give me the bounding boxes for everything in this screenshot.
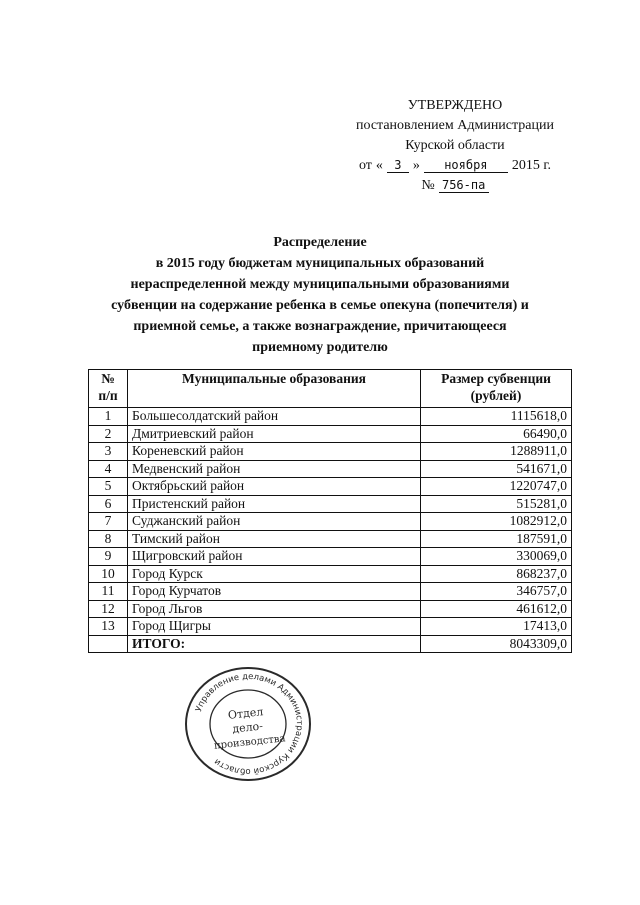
title-line: субвенции на содержание ребенка в семье опекуна (попечителя) и (111, 298, 529, 313)
table-row (89, 460, 572, 478)
row-value: 868237,0 (421, 565, 572, 583)
row-num: 4 (89, 460, 128, 478)
table-row (89, 478, 572, 496)
table-row (89, 600, 572, 618)
date-day: 3 (387, 158, 409, 173)
title-line: в 2015 году бюджетам муниципальных образований (155, 256, 485, 271)
approval-date-line (330, 156, 580, 176)
table-row (89, 618, 572, 636)
row-name: Пристенский район (128, 495, 421, 513)
stamp-center-line-2: дело- (231, 719, 264, 736)
approval-number-line (330, 176, 580, 196)
row-value: 346757,0 (421, 583, 572, 601)
row-name: Город Щигры (128, 618, 421, 636)
row-value: 66490,0 (421, 425, 572, 443)
row-value: 515281,0 (421, 495, 572, 513)
header-value-line1: Размер субвенции (441, 371, 551, 386)
table-header-row (89, 370, 572, 408)
document-title (60, 232, 580, 358)
quote-open: « (375, 158, 383, 173)
row-name: Город Льгов (128, 600, 421, 618)
row-name: Октябрьский район (128, 478, 421, 496)
row-num: 3 (89, 443, 128, 461)
total-label: ИТОГО: (128, 635, 421, 653)
row-num: 10 (89, 565, 128, 583)
header-value (421, 370, 572, 408)
row-name: Кореневский район (128, 443, 421, 461)
title-line: приемной семье, а также вознаграждение, причитающееся (133, 319, 507, 334)
row-value: 1082912,0 (421, 513, 572, 531)
table-row (89, 495, 572, 513)
header-name: Муниципальные образования (128, 370, 421, 408)
date-prefix: от (358, 158, 372, 173)
row-num: 7 (89, 513, 128, 531)
approval-block (330, 96, 580, 196)
row-name: Город Курчатов (128, 583, 421, 601)
stamp-ring-text: Управление делами Администрации Курской области (193, 671, 305, 777)
row-value: 1115618,0 (421, 408, 572, 426)
date-year: 2015 г. (511, 158, 552, 173)
number-sign: № (421, 178, 435, 193)
title-line: приемному родителю (252, 340, 388, 355)
row-name: Медвенский район (128, 460, 421, 478)
row-value: 330069,0 (421, 548, 572, 566)
table-row (89, 408, 572, 426)
header-value-line2: (рублей) (470, 388, 522, 403)
total-row (89, 635, 572, 653)
table-row (89, 513, 572, 531)
header-num (89, 370, 128, 408)
table-row (89, 548, 572, 566)
row-value: 1220747,0 (421, 478, 572, 496)
row-num: 5 (89, 478, 128, 496)
row-num: 2 (89, 425, 128, 443)
row-num: 11 (89, 583, 128, 601)
row-num: 12 (89, 600, 128, 618)
date-month: ноября (424, 158, 508, 173)
title-line: Распределение (273, 235, 367, 250)
row-name: Щигровский район (128, 548, 421, 566)
document-number: 756-па (439, 178, 489, 193)
row-num: 13 (89, 618, 128, 636)
table-row (89, 443, 572, 461)
row-name: Тимский район (128, 530, 421, 548)
row-value: 17413,0 (421, 618, 572, 636)
row-num: 1 (89, 408, 128, 426)
table-row (89, 425, 572, 443)
row-num: 8 (89, 530, 128, 548)
table-body (89, 408, 572, 636)
table-row (89, 583, 572, 601)
stamp-center-line-1: Отдел (227, 705, 264, 722)
total-value: 8043309,0 (421, 635, 572, 653)
distribution-table (88, 369, 572, 653)
row-name: Суджанский район (128, 513, 421, 531)
approval-heading: УТВЕРЖДЕНО (407, 98, 503, 113)
title-line: нераспределенной между муниципальными образованиями (130, 277, 510, 292)
row-name: Дмитриевский район (128, 425, 421, 443)
header-num-line1: № (101, 371, 115, 386)
row-num: 9 (89, 548, 128, 566)
office-stamp-seal (182, 665, 314, 783)
table-row (89, 530, 572, 548)
table-row (89, 565, 572, 583)
header-num-line2: п/п (98, 388, 118, 403)
approval-line-2: Курской области (405, 138, 505, 153)
stamp-center-line-3: производства (213, 733, 286, 752)
row-name: Большесолдатский район (128, 408, 421, 426)
row-num: 6 (89, 495, 128, 513)
approval-line-1: постановлением Администрации (356, 118, 554, 133)
row-value: 461612,0 (421, 600, 572, 618)
row-value: 1288911,0 (421, 443, 572, 461)
row-value: 187591,0 (421, 530, 572, 548)
row-value: 541671,0 (421, 460, 572, 478)
row-name: Город Курск (128, 565, 421, 583)
quote-close: » (412, 158, 420, 173)
total-empty-cell (89, 635, 128, 653)
